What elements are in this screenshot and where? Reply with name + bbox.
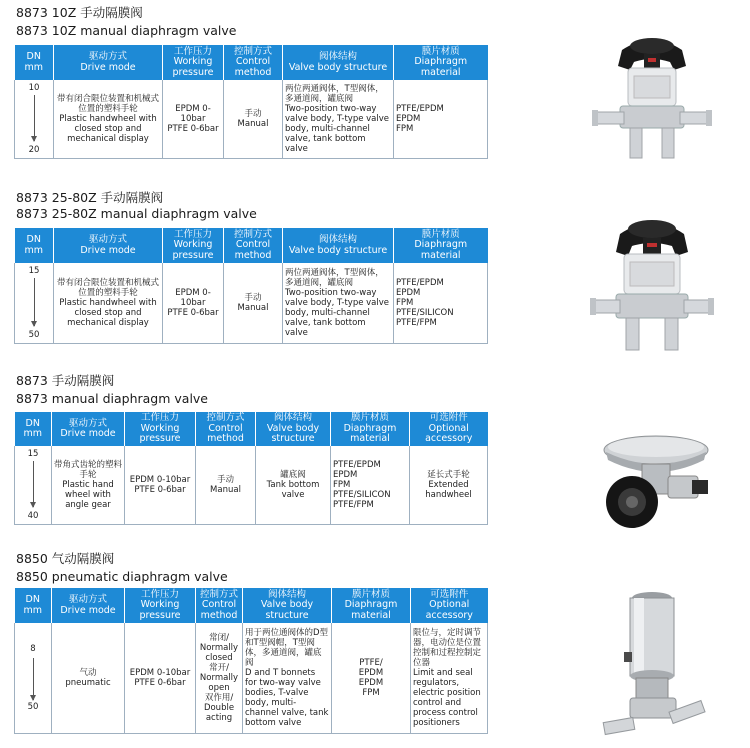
header-working-pressure: 工作压力 Working pressure [125,412,196,446]
manual-diaphragm-valve-photo [590,210,715,355]
dn-to: 20 [28,144,40,155]
drive-mode-cell: 带角式齿轮的塑料手轮 Plastic hand wheel with angle gear [52,446,125,524]
spec-table [14,588,488,734]
material-cell: PTFE/EPDM EPDM FPM PTFE/SILICON PTFE/FPM [394,263,488,343]
pressure-cell: EPDM 0-10bar PTFE 0-6bar [125,446,196,524]
header-valve-body-structure: 阀体结构 Valve body structure [256,412,331,446]
section-title-cn: 8850 气动隔膜阀 [16,551,115,566]
header-control-method: 控制方式 Control method [196,588,243,623]
spec-table [14,228,488,344]
header-working-pressure: 工作压力 Working pressure [163,45,224,80]
dn-range-cell [15,263,54,343]
control-cell: 手动 Manual [196,446,256,524]
header-control-method: 控制方式 Control method [196,412,256,446]
header-working-pressure: 工作压力 Working pressure [163,228,224,263]
structure-cell: 两位两通阀体，T型阀体，多通道阀，罐底阀 Two-position two-way valve body, T-type valve body, multi-channel valve, tank bottom valve [283,80,394,158]
header-control-method: 控制方式 Control method [224,45,283,80]
dn-range-cell [15,80,54,158]
down-arrow-icon [33,658,34,700]
accessory-cell: 限位与，定时调节器，电动位是位置控制和过程控制定位器 Limit and seal regulators, electric position control and process control positioners [411,623,488,733]
control-cell: 手动 Manual [224,80,283,158]
header-dn: DN mm [15,588,52,623]
section-title-en: 8873 25-80Z manual diaphragm valve [16,206,257,221]
header-diaphragm-material: 膜片材质 Diaphragm material [331,412,410,446]
dn-to: 50 [28,329,40,340]
structure-cell: 两位两通阀体，T型阀体，多通道阀，罐底阀 Two-position two-way valve body, T-type valve body, multi-channel valve, tank bottom valve [283,263,394,343]
down-arrow-icon [33,461,34,507]
material-cell: PTFE/EPDM EPDM FPM [394,80,488,158]
header-dn: DN mm [15,412,52,446]
down-arrow-icon [34,278,35,326]
section-title-en: 8873 manual diaphragm valve [16,391,208,406]
header-optional-accessory: 可选附件 Optional accessory [411,588,488,623]
header-diaphragm-material: 膜片材质 Diaphragm material [394,228,488,263]
section-title-en: 8873 10Z manual diaphragm valve [16,23,237,38]
section-title-cn: 8873 10Z 手动隔膜阀 [16,5,143,20]
pressure-cell: EPDM 0-10bar PTFE 0-6bar [125,623,196,733]
material-cell: PTFE/ EPDM EPDM FPM [332,623,411,733]
header-optional-accessory: 可选附件 Optional accessory [410,412,488,446]
header-diaphragm-material: 膜片材质 Diaphragm material [394,45,488,80]
dn-from: 10 [28,82,40,93]
drive-mode-cell: 带有闭合限位装置和机械式位置的塑料手轮 Plastic handwheel with closed stop and mechanical display [54,80,163,158]
dn-to: 50 [27,701,39,712]
header-diaphragm-material: 膜片材质 Diaphragm material [332,588,411,623]
header-working-pressure: 工作压力 Working pressure [125,588,196,623]
dn-range-cell [15,623,52,733]
header-drive-mode: 驱动方式 Drive mode [54,45,163,80]
spec-table [14,412,488,525]
angle-gear-handwheel-valve-photo [592,430,717,535]
pressure-cell: EPDM 0-10bar PTFE 0-6bar [163,80,224,158]
dn-to: 40 [27,510,39,521]
control-cell: 手动 Manual [224,263,283,343]
structure-cell: 罐底阀 Tank bottom valve [256,446,331,524]
header-control-method: 控制方式 Control method [224,228,283,263]
down-arrow-icon [34,95,35,141]
material-cell: PTFE/EPDM EPDM FPM PTFE/SILICON PTFE/FPM [331,446,410,524]
header-dn: DN mm [15,45,54,80]
dn-range-cell [15,446,52,524]
control-cell: 常闭/ Normally closed 常开/ Normally open 双作用/ Double acting [196,623,243,733]
dn-from: 15 [28,265,40,276]
header-dn: DN mm [15,228,54,263]
dn-from: 8 [30,643,36,654]
section-title-en: 8850 pneumatic diaphragm valve [16,569,228,584]
spec-table [14,45,488,159]
section-title-cn: 8873 25-80Z 手动隔膜阀 [16,190,164,205]
header-drive-mode: 驱动方式 Drive mode [52,412,125,446]
header-drive-mode: 驱动方式 Drive mode [54,228,163,263]
header-valve-body-structure: 阀体结构 Valve body structure [243,588,332,623]
drive-mode-cell: 带有闭合限位装置和机械式位置的塑料手轮 Plastic handwheel with closed stop and mechanical display [54,263,163,343]
pressure-cell: EPDM 0-10bar PTFE 0-6bar [163,263,224,343]
dn-from: 15 [27,448,39,459]
pneumatic-diaphragm-valve-photo [600,580,715,745]
structure-cell: 用于两位通阀体的D型和T型阀帽，T型阀体，多通道阀，罐底阀 D and T bonnets for two-way valve bodies, T-valve body, multi-channel valve, tank bottom valve [243,623,332,733]
accessory-cell: 延长式手轮 Extended handwheel [410,446,488,524]
header-valve-body-structure: 阀体结构 Valve body structure [283,228,394,263]
manual-diaphragm-valve-photo [590,28,715,168]
drive-mode-cell: 气动 pneumatic [52,623,125,733]
header-valve-body-structure: 阀体结构 Valve body structure [283,45,394,80]
section-title-cn: 8873 手动隔膜阀 [16,373,115,388]
header-drive-mode: 驱动方式 Drive mode [52,588,125,623]
